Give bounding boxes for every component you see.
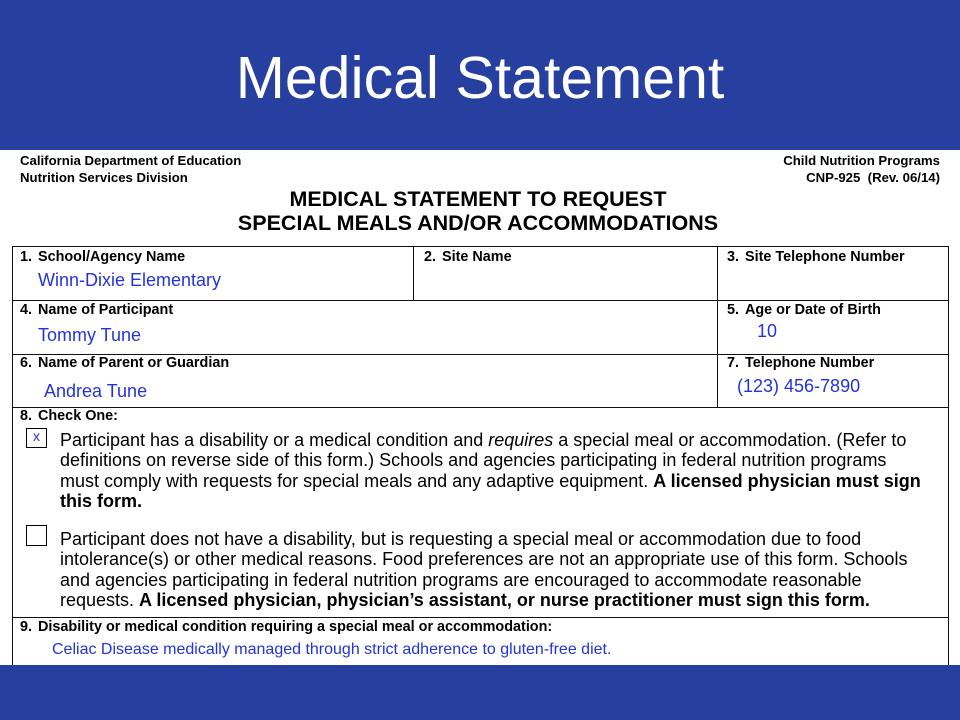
field-number: 4. — [20, 302, 33, 318]
field-label — [20, 355, 229, 371]
paragraph-text: and agencies participating in federal nutrition programs are encouraged to accommodate reasonable — [60, 569, 862, 590]
field-label — [20, 619, 552, 635]
field-label-text: Check One: — [38, 408, 118, 424]
paragraph-text: requests. — [60, 589, 140, 610]
field-age-dob — [717, 300, 949, 355]
field-number: 9. — [20, 619, 33, 635]
field-label-text: Telephone Number — [745, 355, 875, 371]
field-site-telephone — [717, 246, 949, 301]
paragraph-line — [60, 491, 921, 511]
field-number: 8. — [20, 408, 33, 424]
field-number: 7. — [727, 355, 740, 371]
agency-header — [20, 152, 241, 186]
paragraph-line — [60, 529, 907, 549]
paragraph-line — [60, 590, 907, 610]
field-label-text: Name of Parent or Guardian — [38, 355, 230, 371]
field-label-text: Name of Participant — [38, 302, 174, 318]
paragraph-line — [60, 549, 907, 569]
field-label — [727, 355, 874, 371]
program-header — [783, 152, 940, 186]
field-label — [20, 408, 118, 424]
paragraph-text: Participant does not have a disability, but is requesting a special meal or accommodation due to food — [60, 529, 862, 549]
paragraph-text: Participant has a disability or a medical condition and — [60, 430, 489, 450]
field-number: 5. — [727, 302, 740, 318]
field-number: 6. — [20, 355, 33, 371]
paragraph-text: a special meal or accommodation. (Refer to — [553, 430, 907, 450]
field-site-name — [413, 246, 718, 301]
form-number: CNP-925 (Rev. 06/14) — [806, 170, 940, 185]
signature-requirement: A licensed physician, physician’s assistant, or nurse practitioner must sign this form. — [139, 589, 870, 610]
field-label-text: Disability or medical condition requiring a special meal or accommodation: — [38, 619, 553, 635]
form-title-line-2: SPECIAL MEALS AND/OR ACCOMMODATIONS — [237, 211, 719, 235]
title-banner — [0, 0, 960, 150]
field-number: 3. — [727, 249, 740, 265]
field-label-text: School/Agency Name — [38, 249, 186, 265]
field-label-text: Site Telephone Number — [745, 249, 905, 265]
option-has-disability-text — [60, 430, 921, 511]
division-name: Nutrition Services Division — [20, 170, 188, 185]
field-label-text: Age or Date of Birth — [745, 302, 881, 318]
paragraph-text: must comply with requests for special meals and any adaptive equipment. — [60, 470, 654, 491]
field-school-agency-name — [12, 246, 414, 301]
field-label — [727, 302, 881, 318]
field-number: 2. — [424, 249, 437, 265]
site-telephone-input[interactable] — [727, 267, 942, 297]
paragraph-text: definitions on reverse side of this form.) Schools and agencies participating in federal nutrition programs — [60, 450, 887, 471]
paragraph-line — [60, 450, 921, 470]
participant-name-input[interactable]: Tommy Tune — [38, 325, 142, 345]
department-name: California Department of Education — [20, 153, 242, 168]
field-telephone — [717, 354, 949, 408]
parent-guardian-input[interactable]: Andrea Tune — [44, 381, 148, 401]
checkbox-has-disability[interactable] — [26, 428, 47, 448]
signature-requirement: A licensed physician must sign — [653, 470, 921, 491]
checkbox-no-disability[interactable] — [26, 525, 47, 546]
emphasis-text: requires — [488, 430, 554, 450]
check-mark: x — [33, 428, 40, 444]
field-participant-name — [12, 300, 718, 355]
paragraph-line — [60, 471, 921, 491]
paragraph-line — [60, 430, 921, 450]
paragraph-text: intolerance(s) or other medical reasons. Food preferences are not an appropriate use of this form. Schools — [60, 549, 908, 570]
slide-title: Medical Statement — [235, 45, 725, 111]
field-label — [727, 249, 905, 265]
field-parent-guardian — [12, 354, 718, 408]
age-dob-input[interactable]: 10 — [757, 321, 778, 341]
form-title — [0, 187, 956, 235]
signature-requirement: this form. — [60, 490, 143, 511]
site-name-input[interactable] — [424, 267, 709, 297]
footer-banner — [0, 665, 960, 720]
program-name: Child Nutrition Programs — [783, 153, 940, 168]
medical-condition-input[interactable]: Celiac Disease medically managed through strict adherence to gluten-free diet. — [52, 641, 612, 658]
form-title-line-1: MEDICAL STATEMENT TO REQUEST — [289, 187, 667, 211]
option-no-disability-text — [60, 529, 907, 610]
paragraph-line — [60, 570, 907, 590]
field-label — [20, 249, 185, 265]
telephone-input[interactable]: (123) 456-7890 — [737, 376, 861, 396]
school-agency-name-input[interactable]: Winn-Dixie Elementary — [38, 270, 222, 290]
field-label — [20, 302, 173, 318]
field-label-text: Site Name — [442, 249, 512, 265]
field-number: 1. — [20, 249, 33, 265]
field-label — [424, 249, 512, 265]
check-one-section — [12, 407, 949, 618]
